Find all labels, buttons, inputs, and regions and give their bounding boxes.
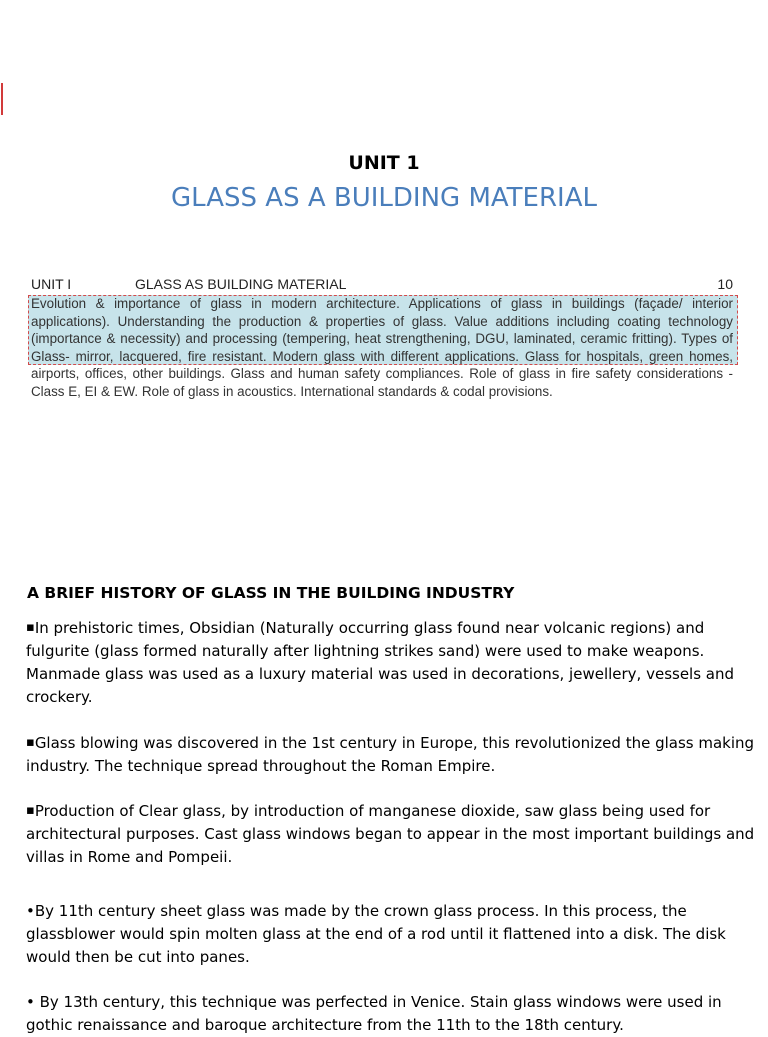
paragraph-text: Glass blowing was discovered in the 1st century in Europe, this revolutionized the glass making industry. The technique spread throughout the Roman Empire. bbox=[26, 734, 755, 775]
syllabus-title: GLASS AS BUILDING MATERIAL bbox=[135, 276, 347, 292]
syllabus-hours: 10 bbox=[717, 276, 733, 292]
paragraph bbox=[26, 731, 758, 778]
paragraph-text: In prehistoric times, Obsidian (Naturally occurring glass found near volcanic regions) and fulgurite (glass formed naturally after lightning strikes sand) were used to make weapons. Manmade glass was used as a luxury material was used in decorations, jewellery, vessels and crockery. bbox=[26, 619, 735, 706]
syllabus-excerpt bbox=[31, 276, 733, 401]
bullet-icon: ▪ bbox=[26, 620, 35, 635]
unit-heading: UNIT 1 bbox=[348, 152, 420, 174]
section-heading: A BRIEF HISTORY OF GLASS IN THE BUILDING INDUSTRY bbox=[27, 584, 515, 602]
paragraph-text: By 13th century, this technique was perfected in Venice. Stain glass windows were used in gothic renaissance and baroque architecture from the 11th to the 18th century. bbox=[26, 993, 722, 1034]
syllabus-unit-label: UNIT I bbox=[31, 276, 72, 292]
paragraph-text: Production of Clear glass, by introduction of manganese dioxide, saw glass being used for architectural purposes. Cast glass windows began to appear in the most important buildings and villas in Rome and Pompeii. bbox=[26, 802, 755, 866]
syllabus-text: Evolution & importance of glass in modern architecture. Applications of glass in buildings (façade/ interior applications). Understanding the production & properties of glass. Value additions including coating technology (importance & necessity) and processing (tempering, heat strengthening, DGU, laminated, ceramic fritting). Types of Glass- mirror, lacquered, fire resistant. Modern glass with different applications. Glass for hospitals, green homes, airports, offices, other buildings. Glass and human safety compliances. Role of glass in fire safety considerations - Class E, EI & EW. Role of glass in acoustics. International standards & codal provisions. bbox=[31, 296, 733, 399]
bullet-icon: ▪ bbox=[26, 803, 35, 818]
paragraph bbox=[26, 799, 758, 869]
paragraph bbox=[26, 616, 758, 709]
syllabus-header bbox=[31, 276, 733, 295]
bullet-icon: • bbox=[26, 993, 40, 1011]
paragraph bbox=[26, 900, 758, 969]
paragraph bbox=[26, 991, 758, 1037]
bullet-icon: • bbox=[26, 902, 35, 920]
unit-title: GLASS AS A BUILDING MATERIAL bbox=[171, 183, 597, 213]
margin-mark bbox=[1, 83, 3, 115]
bullet-icon: ▪ bbox=[26, 735, 35, 750]
paragraph-text: By 11th century sheet glass was made by the crown glass process. In this process, the glassblower would spin molten glass at the end of a rod until it flattened into a disk. The disk would then be cut into panes. bbox=[26, 902, 726, 966]
syllabus-body bbox=[31, 295, 733, 401]
